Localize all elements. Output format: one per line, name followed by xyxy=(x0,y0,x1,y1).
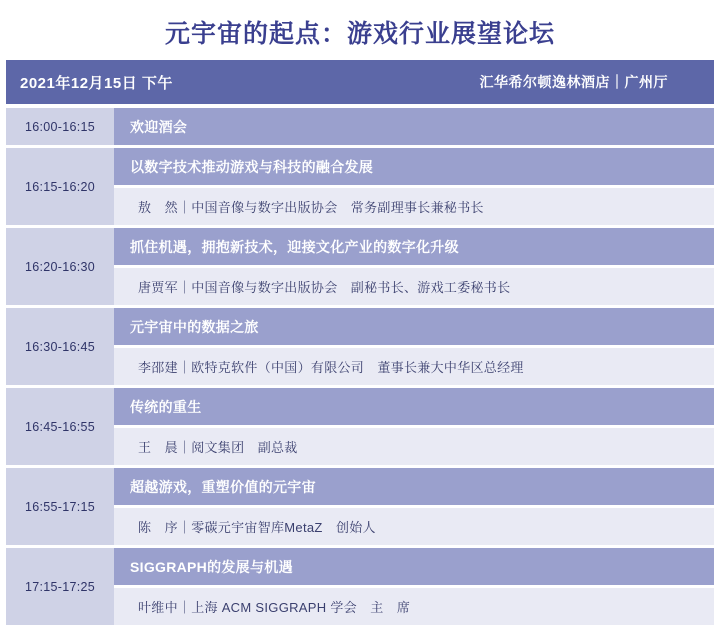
session-time: 17:15-17:25 xyxy=(6,548,114,625)
schedule-list xyxy=(6,104,714,625)
session-content xyxy=(114,468,714,545)
session-speaker: 唐贾军｜中国音像与数字出版协会 副秘书长、游戏工委秘书长 xyxy=(114,268,714,305)
session-time: 16:00-16:15 xyxy=(6,108,114,145)
session-row xyxy=(6,308,714,385)
session-row xyxy=(6,548,714,625)
page-title: 元宇宙的起点：游戏行业展望论坛 xyxy=(164,20,555,48)
session-speaker: 敖 然｜中国音像与数字出版协会 常务副理事长兼秘书长 xyxy=(114,188,714,225)
session-speaker: 叶维中｜上海 ACM SIGGRAPH 学会 主 席 xyxy=(114,588,714,625)
session-row xyxy=(6,148,714,225)
session-row xyxy=(6,468,714,545)
session-content xyxy=(114,108,714,145)
session-row xyxy=(6,108,714,145)
session-row xyxy=(6,388,714,465)
session-time: 16:15-16:20 xyxy=(6,148,114,225)
session-content xyxy=(114,308,714,385)
session-content xyxy=(114,388,714,465)
session-title: 抓住机遇，拥抱新技术，迎接文化产业的数字化升级 xyxy=(114,228,714,265)
agenda-date: 2021年12月15日 下午 xyxy=(20,74,173,92)
session-title: 元宇宙中的数据之旅 xyxy=(114,308,714,345)
session-title: 欢迎酒会 xyxy=(114,108,714,145)
agenda-venue: 汇华希尔顿逸林酒店｜广州厅 xyxy=(479,74,668,90)
session-speaker: 李邵建｜欧特克软件（中国）有限公司 董事长兼大中华区总经理 xyxy=(114,348,714,385)
session-time: 16:30-16:45 xyxy=(6,308,114,385)
session-row xyxy=(6,228,714,305)
session-speaker: 陈 序｜零碳元宇宙智库MetaZ 创始人 xyxy=(114,508,714,545)
session-content xyxy=(114,148,714,225)
agenda-header-bar xyxy=(6,60,714,104)
session-time: 16:20-16:30 xyxy=(6,228,114,305)
session-title: 以数字技术推动游戏与科技的融合发展 xyxy=(114,148,714,185)
session-time: 16:45-16:55 xyxy=(6,388,114,465)
session-title: SIGGRAPH的发展与机遇 xyxy=(114,548,714,585)
session-content xyxy=(114,228,714,305)
session-title: 传统的重生 xyxy=(114,388,714,425)
session-time: 16:55-17:15 xyxy=(6,468,114,545)
session-content xyxy=(114,548,714,625)
session-title: 超越游戏，重塑价值的元宇宙 xyxy=(114,468,714,505)
session-speaker: 王 晨｜阅文集团 副总裁 xyxy=(114,428,714,465)
